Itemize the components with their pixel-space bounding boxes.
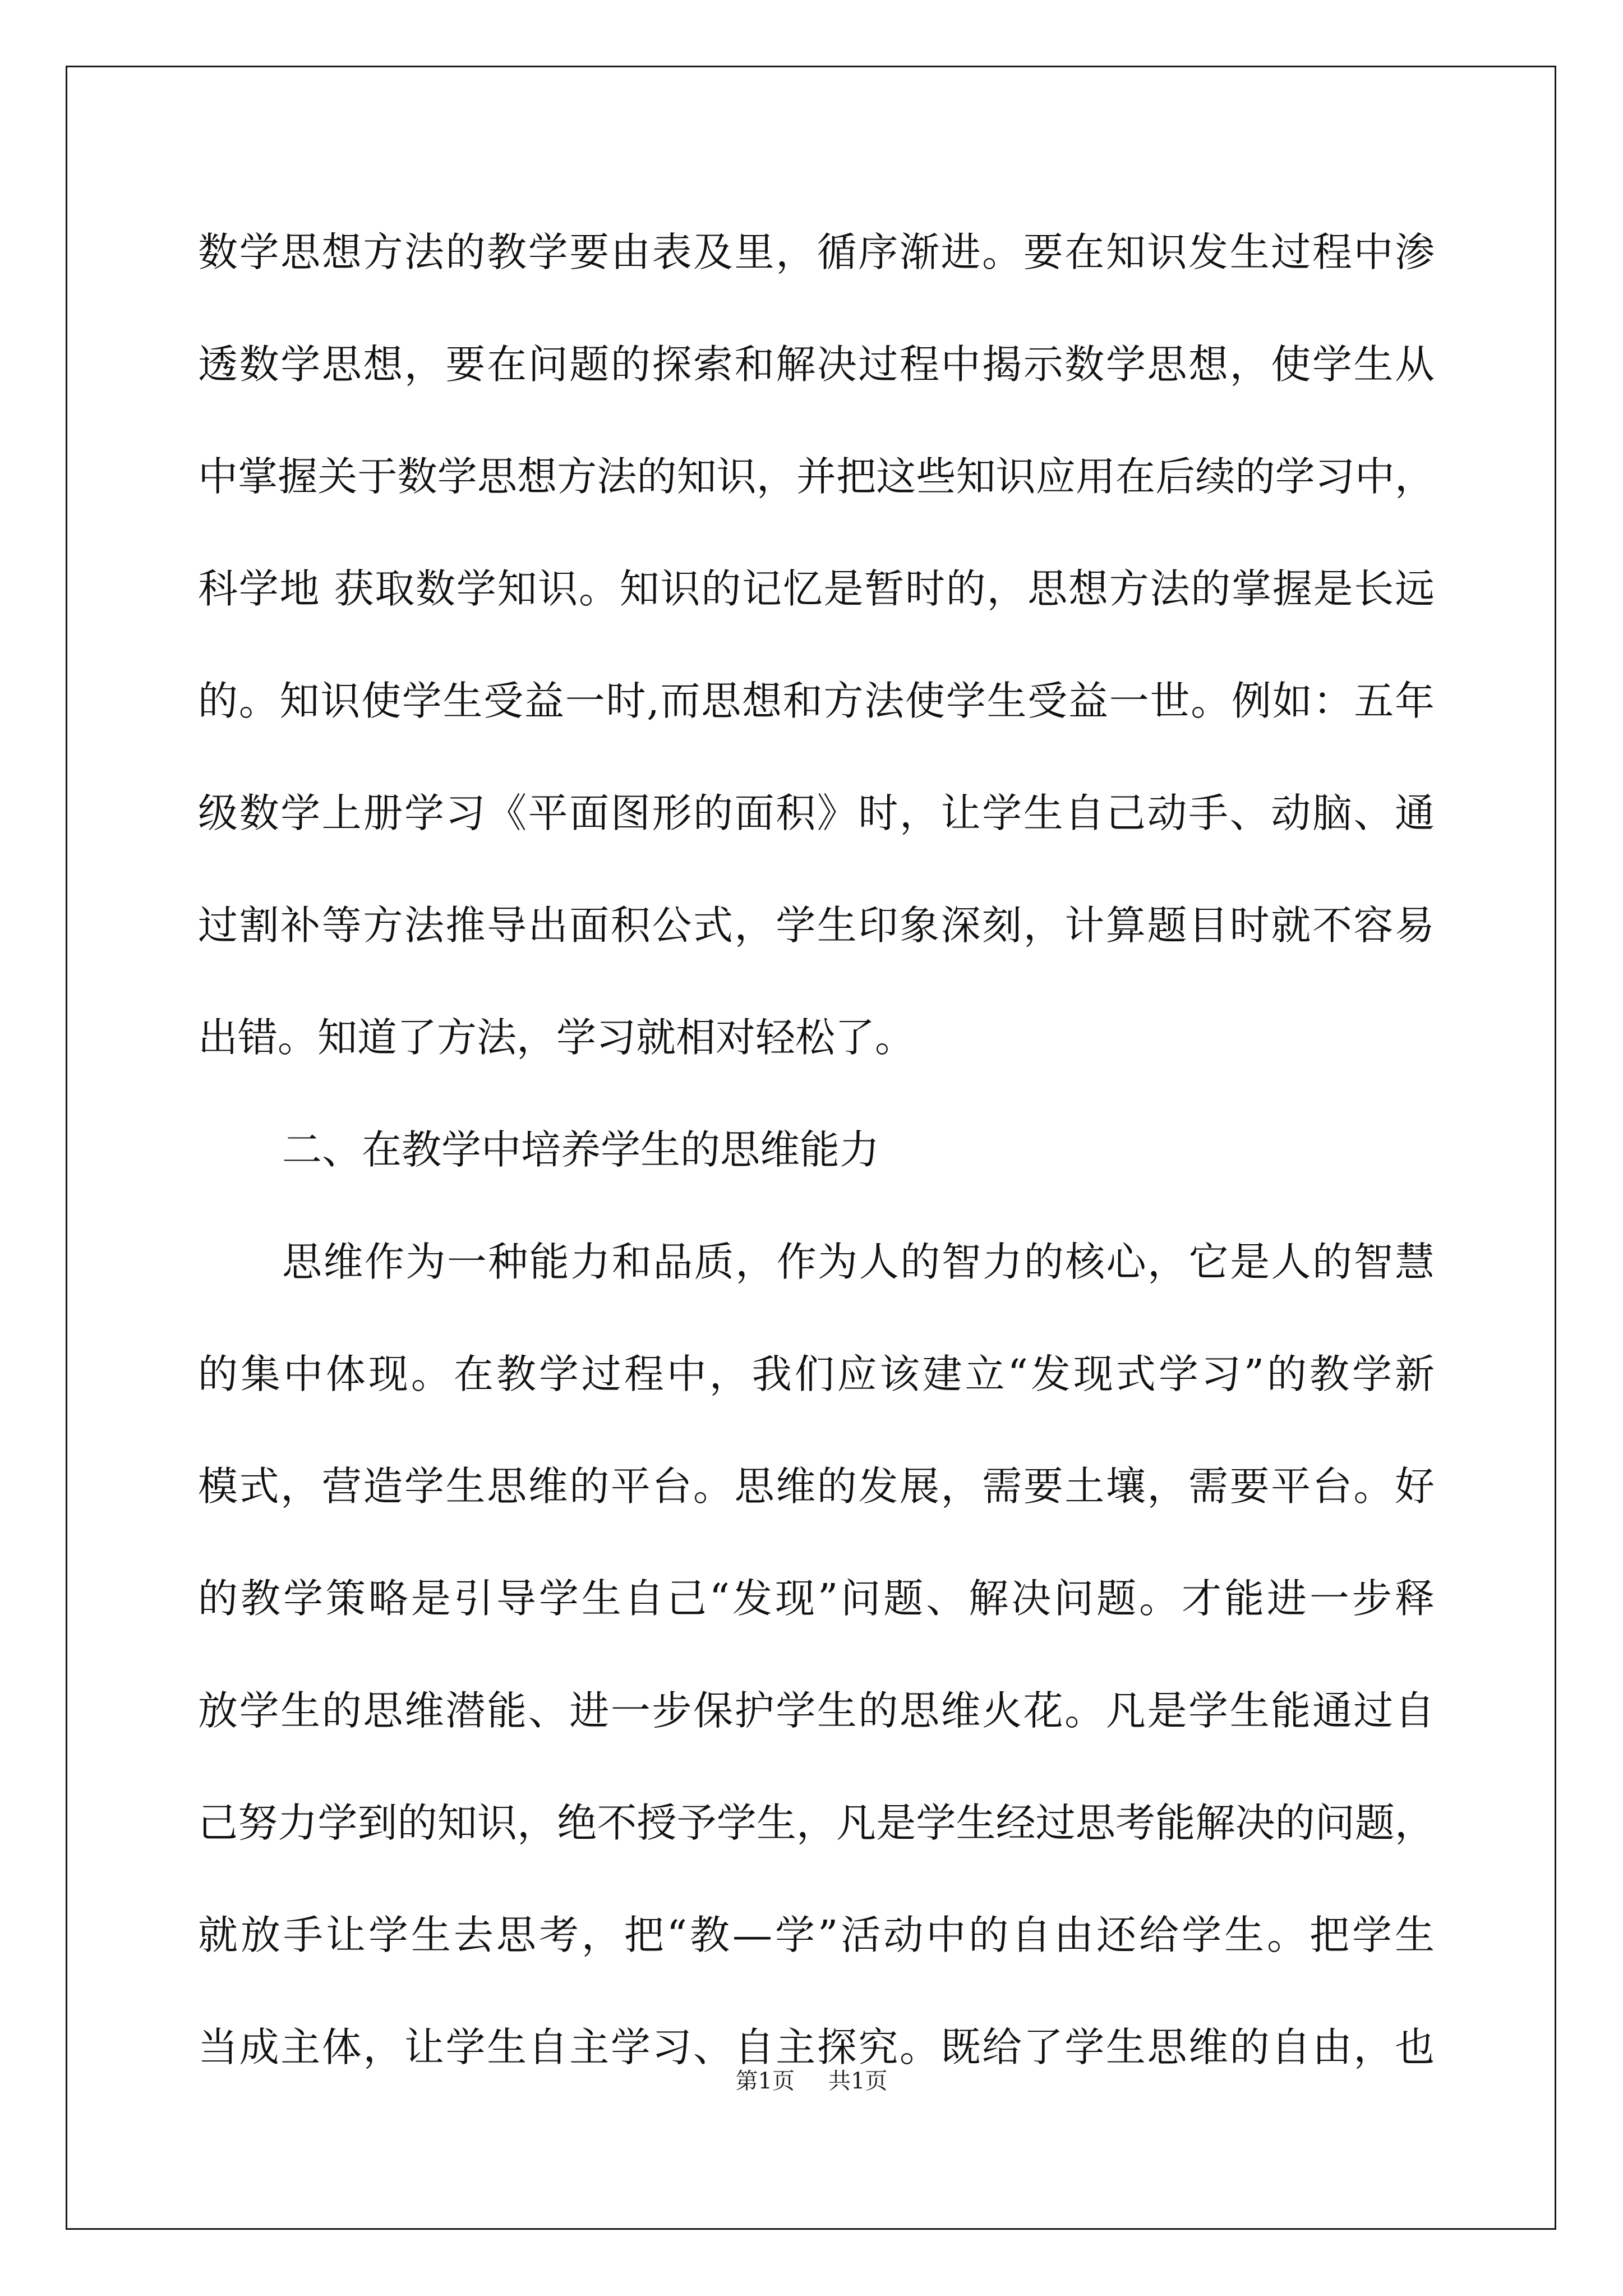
text-line: 级数学上册学习《平面图形的面积》时，让学生自己动手、动脑、通 <box>198 790 1435 836</box>
text-line: 就放手让学生去思考，把“教—学”活动中的自由还给学生。把学生 <box>198 1912 1435 1958</box>
document-body <box>198 219 1435 2126</box>
text-line: 科学地 获取数学知识。知识的记忆是暂时的，思想方法的掌握是长远 <box>198 565 1435 612</box>
text-line: 数学思想方法的教学要由表及里，循序渐进。要在知识发生过程中渗 <box>198 229 1435 275</box>
text-line: 当成主体，让学生自主学习、自主探究。既给了学生思维的自由，也 <box>198 2024 1435 2070</box>
section-heading: 二、在教学中培养学生的思维能力 <box>282 1126 880 1173</box>
page-footer <box>0 2064 1623 2098</box>
text-line: 中掌握关于数学思想方法的知识，并把这些知识应用在后续的学习中， <box>198 453 1435 500</box>
text-line: 透数学思想，要在问题的探索和解决过程中揭示数学思想，使学生从 <box>198 341 1435 388</box>
text-line: 出错。知道了方法，学习就相对轻松了。 <box>198 1014 915 1061</box>
text-line: 的教学策略是引导学生自己“发现”问题、解决问题。才能进一步释 <box>198 1575 1435 1622</box>
text-line: 的集中体现。在教学过程中，我们应该建立“发现式学习”的教学新 <box>198 1351 1435 1397</box>
page-number: 第1页 <box>735 2068 795 2094</box>
text-line: 思维作为一种能力和品质，作为人的智力的核心，它是人的智慧 <box>282 1239 1435 1285</box>
text-line: 己努力学到的知识，绝不授予学生，凡是学生经过思考能解决的问题， <box>198 1800 1435 1846</box>
text-line: 过割补等方法推导出面积公式，学生印象深刻，计算题目时就不容易 <box>198 902 1435 949</box>
text-line: 放学生的思维潜能、进一步保护学生的思维火花。凡是学生能通过自 <box>198 1687 1435 1734</box>
page-total: 共1页 <box>828 2068 888 2094</box>
text-line: 的。知识使学生受益一时,而思想和方法使学生受益一世。例如：五年 <box>198 678 1435 724</box>
text-line: 模式，营造学生思维的平台。思维的发展，需要土壤，需要平台。好 <box>198 1463 1435 1510</box>
